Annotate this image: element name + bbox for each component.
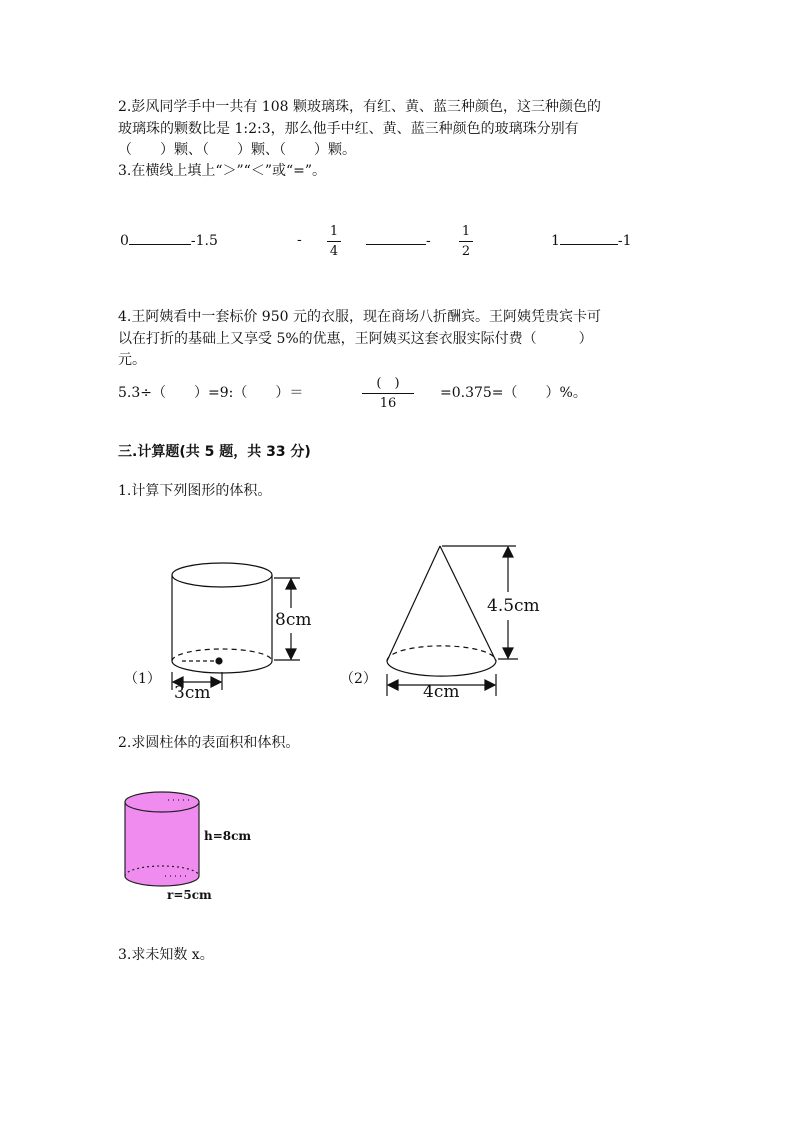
cone-arrowhead-right (485, 680, 495, 690)
section-heading: 三.计算题(共 5 题，共 33 分) (118, 444, 311, 460)
q5-frac-den: 16 (379, 396, 397, 411)
q3-frac1-num: 1 (329, 224, 339, 239)
fig1-height-label: 8cm (275, 610, 312, 630)
cone-arrowhead-left (388, 680, 398, 690)
q5-frac-num: ( ) (376, 376, 400, 391)
calc2-title: 2.求圆柱体的表面积和体积。 (118, 735, 300, 751)
q3-title: 3.在横线上填上“＞”“＜”或“=”。 (118, 163, 327, 179)
q5-part2: =0.375=（ ）%。 (440, 385, 587, 401)
cone-arrowhead-down (503, 648, 513, 658)
fig2-height-label: 4.5cm (487, 596, 540, 616)
fig1-number: （1） (124, 671, 161, 687)
q5-part1: 5.3÷（ ）=9:（ ）＝ (118, 385, 304, 401)
q3-item2-sign1: - (297, 232, 302, 248)
cyl-arrowhead-up (286, 579, 296, 589)
q2-line1: 2.彭风同学手中一共有 108 颗玻璃珠，有红、黄、蓝三种颜色，这三种颜色的 (118, 99, 601, 115)
cyl-arrowhead-down (286, 649, 296, 659)
pink-cylinder-figure (125, 792, 199, 886)
q3-item2-sign2: - (426, 233, 431, 249)
pink-cylinder-body (125, 802, 199, 886)
cone-base-front (387, 661, 496, 676)
pink-cylinder-top (125, 792, 199, 812)
q3-item1-left: 0 (120, 233, 129, 249)
q3-item1-right: -1.5 (190, 233, 218, 249)
fig2-diameter-label: 4cm (423, 682, 460, 702)
calc2-radius-label: r=5cm (167, 888, 212, 902)
q3-item3-left: 1 (551, 233, 560, 249)
q3-frac2-den: 2 (461, 244, 471, 259)
q3-frac1-den: 4 (329, 244, 339, 259)
q2-line3: （ ）颗、（ ）颗、（ ）颗。 (118, 142, 356, 158)
q3-frac2-num: 1 (461, 224, 471, 239)
q3-item3-right: -1 (617, 233, 632, 249)
cone-left-edge (387, 546, 440, 661)
calc3-title: 3.求未知数 x。 (118, 947, 214, 963)
fig1-radius-label: 3cm (174, 683, 211, 703)
q4-line3: 元。 (118, 352, 146, 368)
cylinder-top-ellipse (172, 563, 272, 587)
q4-line1: 4.王阿姨看中一套标价 950 元的衣服，现在商场八折酬宾。王阿姨凭贵宾卡可 (118, 309, 601, 325)
fig2-number: （2） (340, 671, 377, 687)
cone-figure (387, 546, 518, 696)
cone-arrowhead-up (503, 547, 513, 557)
cylinder-center-dot (216, 658, 222, 664)
calc2-height-label: h=8cm (204, 829, 252, 843)
q2-line2: 玻璃珠的颗数比是 1:2:3，那么他手中红、黄、蓝三种颜色的玻璃珠分别有 (118, 121, 579, 137)
calc1-title: 1.计算下列图形的体积。 (118, 483, 272, 499)
q4-line2: 以在打折的基础上又享受 5%的优惠，王阿姨买这套衣服实际付费（ ） (118, 331, 593, 347)
cone-base-back (387, 646, 496, 661)
cyl-arrowhead-right (211, 677, 221, 687)
